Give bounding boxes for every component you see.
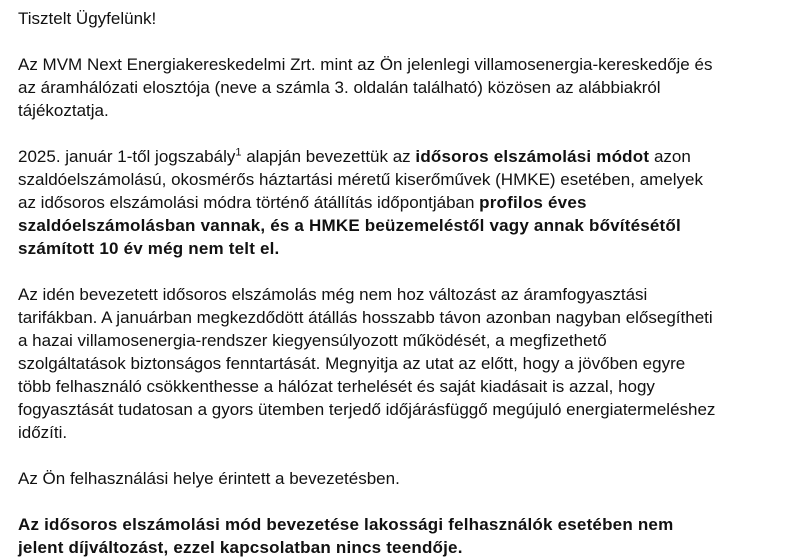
paragraph-line — [18, 145, 800, 168]
paragraph-no-action — [18, 513, 800, 559]
text-run: azon — [649, 147, 691, 166]
bold-paragraph-line: Az idősoros elszámolási mód bevezetése lakossági felhasználók esetében nem — [18, 515, 674, 534]
paragraph-line: fogyasztását tudatosan a gyors ütemben terjedő időjárásfüggő megújuló energiatermeléshez — [18, 400, 716, 419]
paragraph-line: a hazai villamosenergia-rendszer kiegyensúlyozott működését, a megfizethető — [18, 331, 607, 350]
paragraph-gap — [18, 444, 800, 467]
paragraph-regulation — [18, 145, 800, 260]
bold-text-run: idősoros elszámolási módot — [415, 147, 650, 166]
paragraph-gap — [18, 30, 800, 53]
text-run: 2025. január 1-től jogszabály — [18, 147, 236, 166]
footnote-marker: 1 — [235, 146, 242, 159]
paragraph-gap — [18, 122, 800, 145]
paragraph-line: időzíti. — [18, 423, 68, 442]
text-run: az idősoros elszámolási módra történő átállítás időpontjában — [18, 193, 480, 212]
paragraph-line — [18, 191, 800, 214]
text-run: alapján bevezettük az — [241, 147, 416, 166]
paragraph-line: szolgáltatások biztonságos fenntartását. Megnyitja az utat az előtt, hogy a jövőben egyre — [18, 354, 686, 373]
paragraph-intro — [18, 53, 800, 122]
bold-paragraph-line: szaldóelszámolásban vannak, és a HMKE beüzemeléstől vagy annak bővítésétől — [18, 216, 681, 235]
paragraph-line: Az MVM Next Energiakereskedelmi Zrt. mint az Ön jelenlegi villamosenergia-kereskedője és — [18, 55, 713, 74]
paragraph-line: szaldóelszámolású, okosmérős háztartási méretű kiserőművek (HMKE) esetében, amelyek — [18, 170, 703, 189]
paragraph-line: tarifákban. A januárban megkezdődött átállás hosszabb távon azonban nagyban elősegítheti — [18, 308, 713, 327]
letter-body — [18, 7, 800, 559]
paragraph-line: tájékoztatja. — [18, 101, 109, 120]
paragraph-gap — [18, 260, 800, 283]
bold-text-run: profilos éves — [479, 193, 587, 212]
salutation: Tisztelt Ügyfelünk! — [18, 9, 157, 28]
bold-paragraph-line: számított 10 év még nem telt el. — [18, 239, 280, 258]
paragraph-affected — [18, 467, 800, 490]
paragraph-line: több felhasználó csökkenthesse a hálózat terhelését és saját kiadásait is azzal, hogy — [18, 377, 655, 396]
paragraph-line: Az idén bevezetett idősoros elszámolás még nem hoz változást az áramfogyasztási — [18, 285, 648, 304]
paragraph-line: az áramhálózati elosztója (neve a számla 3. oldalán található) közösen az alábbiakról — [18, 78, 661, 97]
paragraph-gap — [18, 490, 800, 513]
paragraph-benefits — [18, 283, 800, 444]
bold-paragraph-line: jelent díjváltozást, ezzel kapcsolatban nincs teendője. — [18, 538, 463, 557]
paragraph-line: Az Ön felhasználási helye érintett a bevezetésben. — [18, 469, 400, 488]
